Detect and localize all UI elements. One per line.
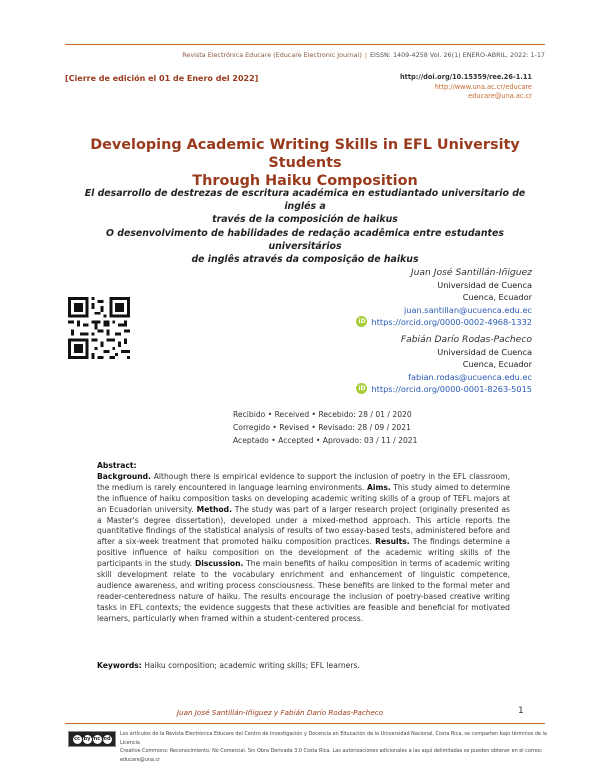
journal-name: Revista Electrónica Educare (Educare Electronic Journal) bbox=[182, 51, 362, 59]
subtitle-spanish-line-1: El desarrollo de destrezas de escritura académica en estudiantado universitario de inglés a bbox=[84, 188, 526, 212]
date-revised: Corregido • Revised • Revisado: 28 / 09 / 2021 bbox=[233, 422, 411, 432]
author-1-orcid-row bbox=[356, 316, 532, 328]
abstract-body bbox=[97, 472, 510, 625]
author-1-affiliation: Universidad de Cuenca bbox=[437, 280, 532, 291]
aims-text: This study aimed to determine the influence of haiku composition tasks on developing academic writing skills of a group of TEFL majors at an Ecuadorian university. bbox=[97, 482, 510, 514]
discussion-label: Discussion. bbox=[192, 559, 244, 569]
cc-icon: cc bbox=[74, 735, 80, 742]
header-rule bbox=[65, 44, 545, 45]
author-block bbox=[356, 267, 532, 395]
author-2-affiliation: Universidad de Cuenca bbox=[437, 347, 532, 358]
subtitle-spanish-line-2: través de la composición de haikus bbox=[212, 214, 398, 225]
submission-dates bbox=[233, 409, 417, 447]
author-1-email-link[interactable]: juan.santillan@ucuenca.edu.ec bbox=[404, 304, 532, 315]
keywords-label: Keywords: bbox=[97, 661, 142, 670]
method-label: Method. bbox=[193, 504, 232, 514]
results-label: Results. bbox=[371, 537, 410, 547]
footer-rule bbox=[65, 723, 545, 724]
title-line-1: Developing Academic Writing Skills in EFL University Students bbox=[90, 137, 520, 171]
author-2-name: Fabián Darío Rodas-Pacheco bbox=[400, 334, 532, 346]
aims-label: Aims. bbox=[364, 482, 391, 492]
subtitle-portuguese-line-1: O desenvolvimento de habilidades de redação acadêmica entre estudantes universitários bbox=[106, 228, 504, 252]
author-2-orcid-row bbox=[356, 383, 532, 395]
creative-commons-icon[interactable] bbox=[68, 731, 116, 747]
journal-issue: EISSN: 1409-4258 Vol. 26(1) ENERO-ABRIL, 2022: 1-17 bbox=[369, 51, 545, 59]
cc-nc-icon: nc bbox=[93, 735, 101, 742]
author-2-orcid-link[interactable]: https://orcid.org/0000-0001-8263-5015 bbox=[371, 383, 532, 394]
journal-email-link[interactable]: educare@una.ac.cr bbox=[468, 92, 532, 100]
license-line-1: Los artículos de la Revista Electrónica Educare del Centro de Investigación y Docencia en Educación de la Universidad Nacional, Costa Rica, se comparten bajo términos de la Licencia bbox=[120, 731, 547, 746]
background-label: Background. bbox=[97, 471, 151, 481]
author-2-email-link[interactable]: fabian.rodas@ucuenca.edu.ec bbox=[408, 371, 532, 382]
footer-authors: Juan José Santillán-Iñiguez y Fabián Darío Rodas-Pacheco bbox=[176, 708, 384, 717]
qr-code-icon bbox=[68, 297, 130, 359]
article-title bbox=[60, 136, 550, 190]
subtitle-spanish bbox=[70, 187, 540, 226]
edition-close-note: [Cierre de edición el 01 de Enero del 2022] bbox=[65, 74, 259, 83]
abstract bbox=[97, 461, 510, 625]
keywords bbox=[97, 661, 360, 670]
orcid-icon: iD bbox=[356, 316, 367, 327]
method-text: The study was part of a larger research project (originally presented as a Master's degree dissertation), developed under a mixed-method approach. This article reports the quantitative findings of the statistical analysis of results of two essay-based tests, administered before and after a six-week treatment that promoted haiku composition practices. bbox=[97, 504, 510, 547]
abstract-heading: Abstract: bbox=[97, 461, 137, 470]
journal-url-link[interactable]: http://www.una.ac.cr/educare bbox=[434, 82, 532, 91]
header-separator: | bbox=[364, 51, 367, 59]
subtitle-portuguese bbox=[70, 227, 540, 266]
license-text bbox=[120, 730, 548, 764]
license-line-2: Creative Commons: Reconocimiento, No Comercial, Sin Obra Derivada 3.0 Costa Rica. Las autorizaciones adicionales a las aquí delimitadas se pueden obtener en el correo: educare@una.cr bbox=[120, 748, 543, 763]
keywords-text: Haiku composition; academic writing skills; EFL learners. bbox=[141, 661, 360, 670]
cc-nd-icon: nd bbox=[103, 735, 111, 742]
cc-by-icon: by bbox=[83, 735, 91, 742]
discussion-text: The main benefits of haiku composition in terms of academic writing skill development relate to the vocabulary enrichment and enhancement of linguistic competence, audience awareness, and writing process consciousness. These benefits are linked to the formal meter and reader-centeredness nature of haiku. The results encourage the inclusion of poetry-based creative writing tasks in EFL contexts; the evidence suggests that these activities are feasible and beneficial for motivated learners, particularly when framed within a student-centered process. bbox=[97, 559, 510, 623]
journal-header bbox=[175, 51, 545, 59]
title-line-2: Through Haiku Composition bbox=[192, 173, 418, 189]
page-number: 1 bbox=[518, 706, 524, 716]
doi-block bbox=[400, 73, 532, 102]
date-received: Recibido • Received • Recebido: 28 / 01 / 2020 bbox=[233, 410, 412, 419]
author-1-name: Juan José Santillán-Iñiguez bbox=[410, 267, 532, 278]
background-text: Although there is empirical evidence to support the inclusion of poetry in the EFL classroom, the medium is rarely encountered in language learning environments. bbox=[97, 471, 510, 492]
results-text: The findings determine a positive influence of haiku composition on the development of the academic writing skills of the participants in the study. bbox=[97, 537, 511, 569]
author-1-location: Cuenca, Ecuador bbox=[462, 292, 532, 303]
date-accepted: Aceptado • Accepted • Aprovado: 03 / 11 / 2021 bbox=[233, 435, 418, 445]
orcid-icon: iD bbox=[356, 383, 367, 394]
author-2-location: Cuenca, Ecuador bbox=[462, 359, 532, 370]
doi-link[interactable]: http://doi.org/10.15359/ree.26-1.11 bbox=[399, 73, 532, 81]
author-1-orcid-link[interactable]: https://orcid.org/0000-0002-4968-1332 bbox=[371, 316, 532, 327]
subtitle-portuguese-line-2: de inglês através da composição de haikus bbox=[191, 254, 419, 265]
